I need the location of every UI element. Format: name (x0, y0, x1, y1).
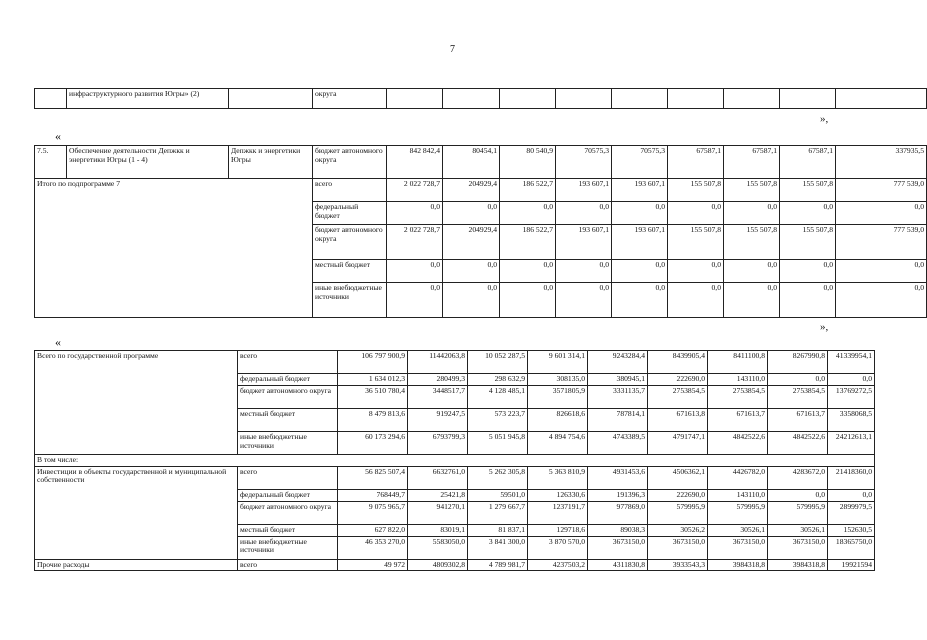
value-cell: 0,0 (768, 374, 828, 386)
value-cell: 0,0 (387, 202, 443, 225)
value-cell: 222690,0 (648, 489, 708, 501)
table-row (35, 559, 875, 571)
value-cell: 186 522,7 (500, 179, 556, 202)
value-cell: 30526,2 (648, 524, 708, 536)
value-cell: 0,0 (828, 489, 875, 501)
value-cell: 4 894 754,6 (528, 432, 588, 455)
value-cell: 5 262 305,8 (468, 466, 528, 489)
value-cell: 67587,1 (780, 146, 836, 179)
value-cell: 4791747,1 (648, 432, 708, 455)
value-cell: 6793799,3 (408, 432, 468, 455)
source-cell: местный бюджет (238, 524, 338, 536)
value-cell: 30526,1 (708, 524, 768, 536)
value-cell: 0,0 (768, 489, 828, 501)
value-cell: 67587,1 (724, 146, 780, 179)
value-cell: 80454,1 (443, 146, 500, 179)
value-cell: 0,0 (556, 283, 612, 318)
value-cell: 919247,5 (408, 409, 468, 432)
row-name-cell: Обеспечение деятельности Депжкк и энергетики Югры (1 - 4) (67, 146, 229, 179)
value-cell: 80 540,9 (500, 146, 556, 179)
value-cell: 4809302,8 (408, 559, 468, 571)
value-cell: 129718,6 (528, 524, 588, 536)
value-cell: 941270,1 (408, 501, 468, 524)
table-row (35, 89, 927, 109)
value-cell: 0,0 (836, 283, 927, 318)
value-cell: 3358068,5 (828, 409, 875, 432)
value-cell: 0,0 (612, 260, 668, 283)
value-cell: 193 607,1 (556, 179, 612, 202)
value-cell: 56 825 507,4 (338, 466, 408, 489)
value-cell: 0,0 (556, 260, 612, 283)
value-cell: 193 607,1 (556, 225, 612, 260)
value-cell: 0,0 (443, 202, 500, 225)
opening-quote: « (55, 129, 61, 143)
source-cell: федеральный бюджет (313, 202, 387, 225)
value-cell: 842 842,4 (387, 146, 443, 179)
value-cell: 25421,8 (408, 489, 468, 501)
value-cell: 3673150,0 (768, 536, 828, 559)
value-cell: 9 075 965,7 (338, 501, 408, 524)
value-cell: 0,0 (612, 202, 668, 225)
source-cell: всего (238, 559, 338, 571)
value-cell: 2 022 728,7 (387, 179, 443, 202)
value-cell: 3448517,7 (408, 386, 468, 409)
value-cell: 1237191,7 (528, 501, 588, 524)
value-cell: 0,0 (780, 283, 836, 318)
value-cell: 5583050,0 (408, 536, 468, 559)
value-cell: 4931453,6 (588, 466, 648, 489)
value-cell: 0,0 (724, 202, 780, 225)
value-cell: 0,0 (828, 374, 875, 386)
value-cell: 2 022 728,7 (387, 225, 443, 260)
value-cell: 579995,9 (648, 501, 708, 524)
group-label: Всего по государственной программе (35, 351, 238, 455)
value-cell: 70575,3 (556, 146, 612, 179)
source-cell: бюджет автономного округа (313, 225, 387, 260)
value-cell: 787814,1 (588, 409, 648, 432)
page-number: 7 (450, 44, 455, 55)
including-label: В том числе: (35, 455, 875, 467)
value-cell: 4283672,0 (768, 466, 828, 489)
value-cell: 4311830,8 (588, 559, 648, 571)
value-cell: 4 128 485,1 (468, 386, 528, 409)
value-cell: 0,0 (668, 283, 724, 318)
value-cell: 3673150,0 (648, 536, 708, 559)
value-cell: 4743389,5 (588, 432, 648, 455)
row-name-cell: инфраструктурного развития Югры» (2) (67, 89, 229, 109)
value-cell: 3331135,7 (588, 386, 648, 409)
value-cell: 13769272,5 (828, 386, 875, 409)
value-cell: 41339954,1 (828, 351, 875, 374)
value-cell: 81 837,1 (468, 524, 528, 536)
value-cell: 67587,1 (668, 146, 724, 179)
value-cell: 204929,4 (443, 179, 500, 202)
value-cell: 186 522,7 (500, 225, 556, 260)
value-cell: 204929,4 (443, 225, 500, 260)
value-cell: 3933543,3 (648, 559, 708, 571)
value-cell: 671613,8 (648, 409, 708, 432)
value-cell: 4842522,6 (708, 432, 768, 455)
value-cell: 8 479 813,6 (338, 409, 408, 432)
value-cell: 0,0 (780, 260, 836, 283)
value-cell: 8439905,4 (648, 351, 708, 374)
value-cell: 11442063,8 (408, 351, 468, 374)
value-cell: 3984318,8 (708, 559, 768, 571)
source-cell: всего (238, 351, 338, 374)
value-cell: 4506362,1 (648, 466, 708, 489)
source-cell: иные внебюджетные источники (238, 432, 338, 455)
value-cell: 193 607,1 (612, 225, 668, 260)
value-cell: 4426782,0 (708, 466, 768, 489)
value-cell: 193 607,1 (612, 179, 668, 202)
value-cell: 6632761,0 (408, 466, 468, 489)
value-cell: 4 789 981,7 (468, 559, 528, 571)
value-cell: 573 223,7 (468, 409, 528, 432)
executor-cell: Депжкк и энергетики Югры (229, 146, 313, 179)
value-cell: 18365750,0 (828, 536, 875, 559)
value-cell: 0,0 (556, 202, 612, 225)
value-cell: 0,0 (387, 260, 443, 283)
value-cell: 0,0 (836, 202, 927, 225)
value-cell: 46 353 270,0 (338, 536, 408, 559)
value-cell: 155 507,8 (724, 225, 780, 260)
value-cell: 5 363 810,9 (528, 466, 588, 489)
value-cell: 337935,5 (836, 146, 927, 179)
value-cell: 671613,7 (768, 409, 828, 432)
value-cell: 143110,0 (708, 489, 768, 501)
value-cell: 579995,9 (708, 501, 768, 524)
table-row (35, 146, 927, 179)
value-cell: 308135,0 (528, 374, 588, 386)
row-number: 7.5. (35, 146, 67, 179)
value-cell: 0,0 (724, 260, 780, 283)
value-cell: 298 632,9 (468, 374, 528, 386)
table-row (35, 455, 875, 467)
source-cell: всего (238, 466, 338, 489)
value-cell: 0,0 (780, 202, 836, 225)
value-cell: 4237503,2 (528, 559, 588, 571)
value-cell: 3 841 300,0 (468, 536, 528, 559)
value-cell: 0,0 (500, 283, 556, 318)
value-cell: 155 507,8 (668, 225, 724, 260)
value-cell: 152630,5 (828, 524, 875, 536)
value-cell: 155 507,8 (668, 179, 724, 202)
value-cell: 60 173 294,6 (338, 432, 408, 455)
value-cell: 143110,0 (708, 374, 768, 386)
value-cell: 826618,6 (528, 409, 588, 432)
value-cell: 768449,7 (338, 489, 408, 501)
source-cell: бюджет автономного округа (238, 386, 338, 409)
value-cell: 191396,3 (588, 489, 648, 501)
value-cell: 5 051 945,8 (468, 432, 528, 455)
value-cell: 777 539,0 (836, 179, 927, 202)
value-cell: 9 601 314,1 (528, 351, 588, 374)
value-cell: 49 972 (338, 559, 408, 571)
value-cell: 4842522,6 (768, 432, 828, 455)
value-cell: 59501,0 (468, 489, 528, 501)
value-cell: 3 870 570,0 (528, 536, 588, 559)
source-cell: федеральный бюджет (238, 374, 338, 386)
value-cell: 977869,0 (588, 501, 648, 524)
closing-quote: », (820, 113, 829, 125)
value-cell: 21418360,0 (828, 466, 875, 489)
value-cell: 0,0 (836, 260, 927, 283)
value-cell: 627 822,0 (338, 524, 408, 536)
table-row (35, 179, 927, 202)
value-cell: 8267990,8 (768, 351, 828, 374)
value-cell: 24212613,1 (828, 432, 875, 455)
value-cell: 777 539,0 (836, 225, 927, 260)
group-label: Прочие расходы (35, 559, 238, 571)
value-cell: 89038,3 (588, 524, 648, 536)
subprogram-total-label: Итого по подпрограмме 7 (35, 179, 313, 318)
source-cell: иные внебюджетные источники (313, 283, 387, 318)
value-cell: 3571805,9 (528, 386, 588, 409)
value-cell: 280499,3 (408, 374, 468, 386)
value-cell: 671613,7 (708, 409, 768, 432)
value-cell: 0,0 (668, 202, 724, 225)
source-cell: бюджет автономного округа (313, 146, 387, 179)
value-cell: 36 510 780,4 (338, 386, 408, 409)
value-cell: 0,0 (443, 260, 500, 283)
value-cell: 1 634 012,3 (338, 374, 408, 386)
value-cell: 3673150,0 (588, 536, 648, 559)
value-cell: 0,0 (500, 260, 556, 283)
closing-quote: », (820, 321, 829, 333)
value-cell: 2753854,5 (708, 386, 768, 409)
value-cell: 2753854,5 (648, 386, 708, 409)
value-cell: 30526,1 (768, 524, 828, 536)
source-cell: федеральный бюджет (238, 489, 338, 501)
value-cell: 2753854,5 (768, 386, 828, 409)
value-cell: 0,0 (724, 283, 780, 318)
value-cell: 155 507,8 (780, 179, 836, 202)
value-cell: 2899979,5 (828, 501, 875, 524)
value-cell: 1 279 667,7 (468, 501, 528, 524)
table-subprogram-7 (34, 145, 927, 318)
source-cell: иные внебюджетные источники (238, 536, 338, 559)
value-cell: 380945,1 (588, 374, 648, 386)
source-cell: округа (313, 89, 387, 109)
value-cell: 579995,9 (768, 501, 828, 524)
value-cell: 126330,6 (528, 489, 588, 501)
value-cell: 70575,3 (612, 146, 668, 179)
value-cell: 3673150,0 (708, 536, 768, 559)
value-cell: 155 507,8 (780, 225, 836, 260)
value-cell: 0,0 (443, 283, 500, 318)
source-cell: местный бюджет (313, 260, 387, 283)
value-cell: 9243284,4 (588, 351, 648, 374)
value-cell: 0,0 (612, 283, 668, 318)
source-cell: бюджет автономного округа (238, 501, 338, 524)
group-label: Инвестиции в объекты государственной и муниципальной собственности (35, 466, 238, 559)
source-cell: местный бюджет (238, 409, 338, 432)
table-fragment-top (34, 88, 927, 109)
value-cell: 155 507,8 (724, 179, 780, 202)
value-cell: 0,0 (500, 202, 556, 225)
value-cell: 83019,1 (408, 524, 468, 536)
value-cell: 3984318,8 (768, 559, 828, 571)
opening-quote: « (55, 335, 61, 349)
value-cell: 222690,0 (648, 374, 708, 386)
table-row (35, 351, 875, 374)
source-cell: всего (313, 179, 387, 202)
value-cell: 19921594 (828, 559, 875, 571)
value-cell: 8411100,8 (708, 351, 768, 374)
value-cell: 10 052 287,5 (468, 351, 528, 374)
table-row (35, 466, 875, 489)
value-cell: 0,0 (387, 283, 443, 318)
table-state-program (34, 350, 875, 571)
value-cell: 0,0 (668, 260, 724, 283)
value-cell: 106 797 900,9 (338, 351, 408, 374)
